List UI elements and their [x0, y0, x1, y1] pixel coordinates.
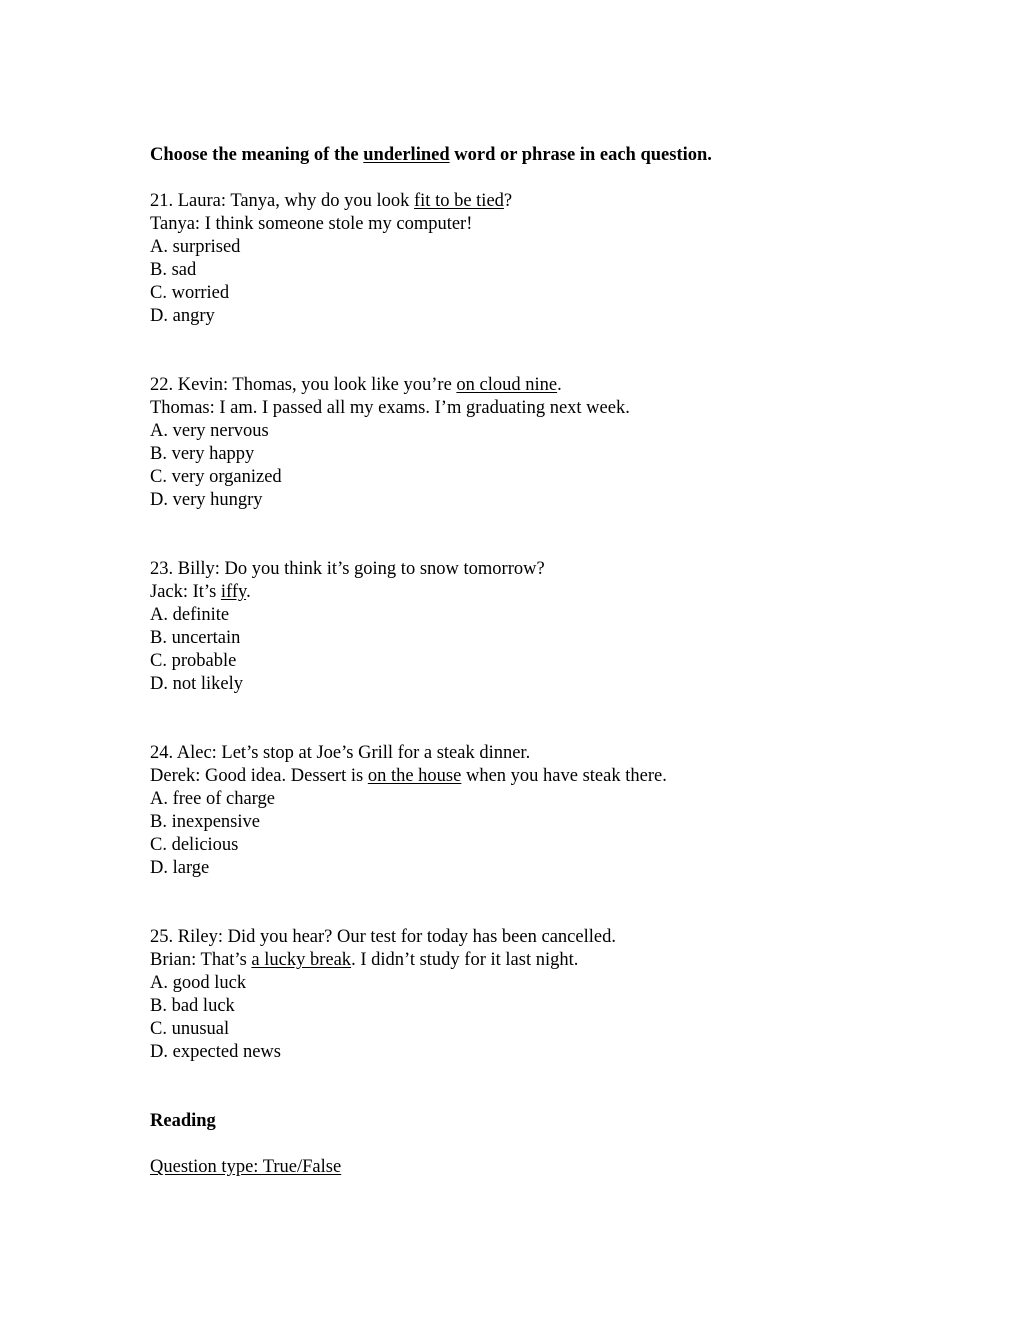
- option-a: A. good luck: [150, 973, 247, 993]
- question-line: [150, 926, 970, 949]
- option-c: C. probable: [150, 651, 237, 671]
- underlined-phrase: iffy: [220, 582, 247, 602]
- question-text: 21. Laura: Tanya, why do you look: [150, 191, 414, 211]
- underlined-phrase: on cloud nine: [456, 375, 558, 395]
- underlined-phrase: a lucky break: [251, 950, 352, 970]
- question-25: [150, 926, 970, 1064]
- option-a: A. free of charge: [150, 789, 275, 809]
- option-a: A. definite: [150, 605, 230, 625]
- response-text: Brian: That’s: [150, 950, 252, 970]
- option-d: D. large: [150, 858, 210, 878]
- question-text-end: .: [557, 375, 562, 395]
- underlined-phrase: fit to be tied: [414, 191, 504, 211]
- response-text-end: .: [246, 582, 251, 602]
- question-21: [150, 190, 970, 328]
- question-text: 24. Alec: Let’s stop at Joe’s Grill for a steak dinner.: [150, 743, 531, 763]
- response-line: [150, 949, 970, 972]
- response-line: [150, 765, 970, 788]
- option-b: B. sad: [150, 260, 197, 280]
- question-line: [150, 374, 970, 397]
- question-22: [150, 374, 970, 512]
- response-text-end: when you have steak there.: [461, 766, 667, 786]
- response-text: Tanya: I think someone stole my computer!: [150, 214, 473, 234]
- instructions: [150, 144, 970, 167]
- question-text: 23. Billy: Do you think it’s going to snow tomorrow?: [150, 559, 545, 579]
- option-b: B. inexpensive: [150, 812, 260, 832]
- reading-heading: Reading: [150, 1111, 216, 1131]
- instructions-underlined: underlined: [363, 145, 450, 165]
- question-text-end: ?: [503, 191, 513, 211]
- response-text-end: . I didn’t study for it last night.: [351, 950, 579, 970]
- document-page: [150, 144, 970, 1179]
- response-line: [150, 397, 970, 420]
- instructions-text-end: word or phrase in each question.: [449, 145, 712, 165]
- instructions-text: Choose the meaning of the: [150, 145, 364, 165]
- option-c: C. delicious: [150, 835, 239, 855]
- response-text: Derek: Good idea. Dessert is: [150, 766, 368, 786]
- response-text: Thomas: I am. I passed all my exams. I’m graduating next week.: [150, 398, 630, 418]
- question-line: [150, 558, 970, 581]
- option-d: D. very hungry: [150, 490, 263, 510]
- response-text: Jack: It’s: [150, 582, 221, 602]
- question-type-label: Question type: True/False: [150, 1157, 342, 1177]
- question-23: [150, 558, 970, 696]
- question-text: 22. Kevin: Thomas, you look like you’re: [150, 375, 457, 395]
- option-b: B. very happy: [150, 444, 255, 464]
- question-line: [150, 742, 970, 765]
- option-d: D. angry: [150, 306, 215, 326]
- option-a: A. surprised: [150, 237, 241, 257]
- option-c: C. unusual: [150, 1019, 230, 1039]
- question-line: [150, 190, 970, 213]
- option-d: D. expected news: [150, 1042, 281, 1062]
- response-line: [150, 581, 970, 604]
- option-d: D. not likely: [150, 674, 244, 694]
- underlined-phrase: on the house: [367, 766, 462, 786]
- option-a: A. very nervous: [150, 421, 269, 441]
- question-24: [150, 742, 970, 880]
- option-c: C. worried: [150, 283, 230, 303]
- option-c: C. very organized: [150, 467, 282, 487]
- response-line: [150, 213, 970, 236]
- option-b: B. bad luck: [150, 996, 235, 1016]
- option-b: B. uncertain: [150, 628, 241, 648]
- question-text: 25. Riley: Did you hear? Our test for today has been cancelled.: [150, 927, 616, 947]
